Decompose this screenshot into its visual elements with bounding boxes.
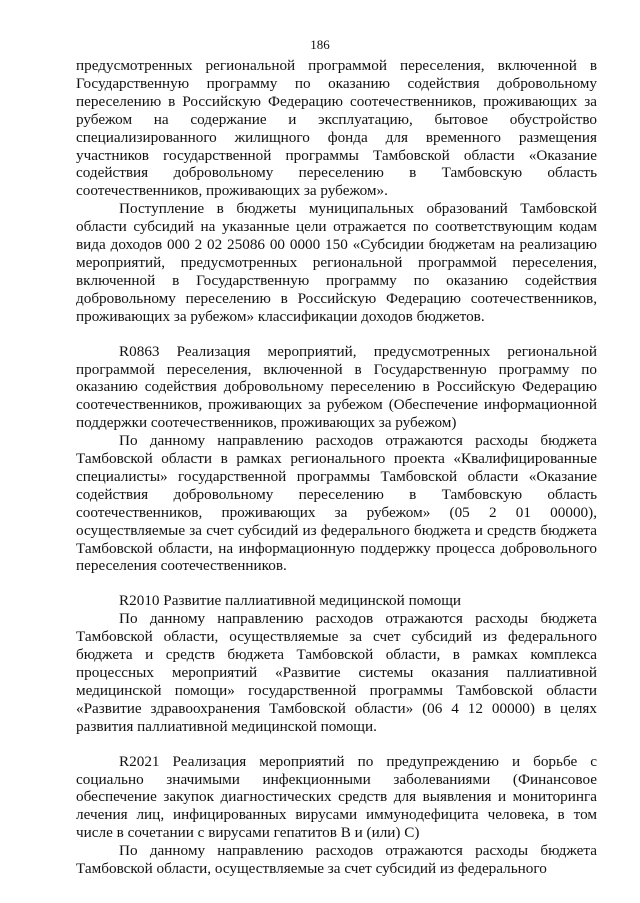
heading-r2010: R2010 Развитие паллиативной медицинской помощи bbox=[119, 592, 462, 610]
page-number: 186 bbox=[310, 37, 330, 52]
paragraph-r2010-description: По данному направлению расходов отражаются расходы бюджета Тамбовской области, осуществляемые за счет субсидий из федерального бюджета и средств бюджета Тамбовской области, в рамках комплекса процессных мероприятий «Развитие системы оказания паллиативной медицинской помощи» государственной программы Тамбовской области «Развитие здравоохранения Тамбовской области» (06 4 12 00000) в целях развития паллиативной медицинской помощи. bbox=[76, 610, 597, 735]
paragraph-r0863-description: По данному направлению расходов отражаются расходы бюджета Тамбовской области в рамках регионального проекта «Квалифицированные специалисты» государственной программы Тамбовской области «Оказание содействия добровольному переселению в Тамбовскую область соотечественников, проживающих за рубежом» (05 2 01 00000), осуществляемые за счет субсидий из федерального бюджета и средств бюджета Тамбовской области, на информационную поддержку процесса добровольного переселения соотечественников. bbox=[76, 432, 597, 575]
document-body bbox=[76, 57, 597, 878]
paragraph-r2021-description: По данному направлению расходов отражаются расходы бюджета Тамбовской области, осуществляемые за счет субсидий из федерального bbox=[76, 842, 597, 878]
paragraph-continuation: предусмотренных региональной программой переселения, включенной в Государственную программу по оказанию содействия добровольному переселению в Российскую Федерацию соотечественников, проживающих за рубежом на содержание и эксплуатацию, бытовое обустройство специализированного жилищного фонда для временного размещения участников государственной программы Тамбовской области «Оказание содействия добровольному переселению в Тамбовскую область соотечественников, проживающих за рубежом». bbox=[76, 57, 597, 200]
heading-r0863: R0863 Реализация мероприятий, предусмотренных региональной программой переселения, включенной в Государственную программу по оказанию содействия добровольному переселению в Российскую Федерацию соотечественников, проживающих за рубежом (Обеспечение информационной поддержки соотечественников, проживающих за рубежом) bbox=[76, 342, 597, 432]
paragraph-revenue-receipt: Поступление в бюджеты муниципальных образований Тамбовской области субсидий на указанные цели отражается по соответствующим кодам вида доходов 000 2 02 25086 00 0000 150 «Субсидии бюджетам на реализацию мероприятий, предусмотренных региональной программой переселения, включенной в Государственную программу по оказанию содействия добровольному переселению в Российскую Федерацию соотечественников, проживающих за рубежом» классификации доходов бюджетов. bbox=[76, 200, 597, 325]
heading-r2021: R2021 Реализация мероприятий по предупреждению и борьбе с социально значимыми инфекционными заболеваниями (Финансовое обеспечение закупок диагностических средств для выявления и мониторинга лечения лиц, инфицированных вирусами иммунодефицита человека, в том числе в сочетании с вирусами гепатитов В и (или) С) bbox=[76, 752, 597, 842]
